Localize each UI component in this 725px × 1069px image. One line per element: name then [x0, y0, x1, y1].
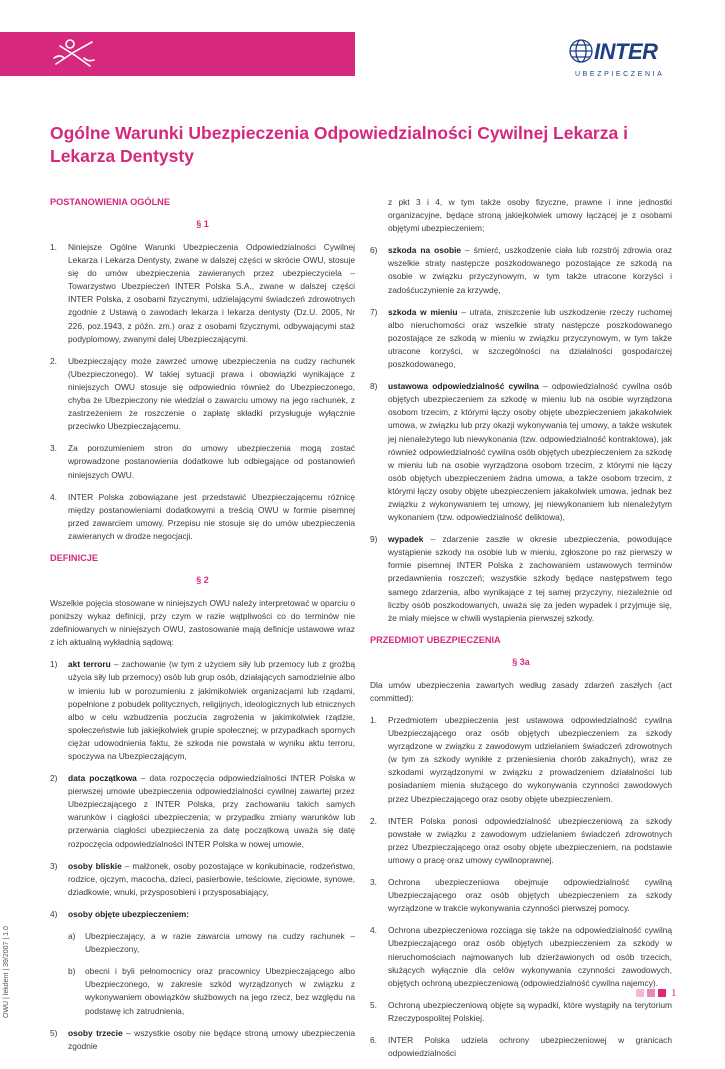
indent-spacer	[370, 196, 388, 235]
item-text	[388, 380, 672, 524]
definition-item	[370, 380, 672, 524]
subitem-letter: b)	[68, 966, 76, 977]
item-number: 5.	[370, 999, 377, 1010]
item-text: z pkt 3 i 4, w tym także osoby fizyczne, prawne i inne jednostki organizacyjne, będące stroną jakiejkolwiek umowy łączącej je z osobami objętymi ubezpieczeniem;	[388, 197, 672, 234]
item-number: 1)	[50, 659, 58, 670]
paragraph-mark-3a: § 3a	[512, 656, 530, 667]
document-code: OWU | lekdent | 39/2007 | 1.0	[3, 926, 10, 1018]
item-text: Za porozumieniem stron do umowy ubezpieczenia mogą zostać wprowadzone postanowienia dodatkowe lub odbiegające od postanowień niniejszych OWU.	[68, 443, 355, 480]
item-text	[388, 244, 672, 296]
item-text: Niniejsze Ogólne Warunki Ubezpieczenia Odpowiedzialności Cywilnej Lekarza i Lekarza Dentysty, zwane w dalszej części w skrócie OWU, stosuje się do umów ubezpieczenia zawieranych przez ubezpieczyciela – Towarzystwo Ubezpieczeń INTER Polska S.A., zwane w dalszej części INTER Polska, z osobami fizycznymi, udzielającymi świadczeń zdrowotnych zgodnie z Ustawą o zawodach lekarza i lekarza dentysty (Dz.U. 2005, Nr 226, poz.1943, z późn. zm.) oraz z osobami fizycznymi, odbywającymi staż podyplomowy, zwanymi dalej Ubezpieczającymi.	[68, 242, 355, 344]
decorative-square-medium	[647, 989, 655, 997]
item-number: 3.	[50, 443, 57, 454]
definition-term: szkoda w mieniu	[388, 306, 458, 317]
list-item	[370, 999, 672, 1025]
definition-item	[370, 306, 672, 371]
item-text	[68, 1027, 355, 1053]
definition-term: osoby objęte ubezpieczeniem:	[68, 908, 189, 919]
list-item	[50, 241, 355, 346]
definition-text: – data rozpoczęcia odpowiedzialności INTER Polska w pierwszej umowie ubezpieczenia odpowiedzialności cywilnej zawartej przez Ubezpieczającego z INTER Polska, przy zachowaniu takich samych warunków i ciągłości ubezpieczenia; w przypadku zmiany warunków lub przerwania ciągłości ubezpieczenia za datę początkową uważa się datę rozpoczęcia odpowiedzialności INTER Polska w nowej umowie,	[68, 773, 355, 849]
item-number: 6.	[370, 1034, 377, 1045]
item-number: 1.	[50, 242, 57, 252]
item-text: INTER Polska ponosi odpowiedzialność ubezpieczeniową za szkody powstałe w związku z zawodowym udzielaniem świadczeń zdrowotnych przez Ubezpieczającego oraz osoby objęte ubezpieczeniem, na podstawie umowy o pracę oraz umowy cywilnoprawnej.	[388, 815, 672, 865]
definition-term: szkoda na osobie	[388, 245, 462, 256]
header-banner	[0, 32, 355, 76]
item-text	[68, 860, 355, 899]
definition-item	[50, 658, 355, 763]
definition-text: – małżonek, osoby pozostające w konkubinacie, rodzeństwo, rodzice, ojczym, macocha, dzieci, pasierbowie, teściowie, zięciowie, synowe, dziadkowie, wnuki, przysposobieni i przysposabiający,	[68, 860, 355, 897]
item-number: 3.	[370, 877, 377, 888]
definition-item	[50, 860, 355, 899]
list-item	[370, 815, 672, 867]
inter-globe-icon	[568, 38, 594, 64]
subitem-text: Ubezpieczający, a w razie zawarcia umowy na cudzy rachunek – Ubezpieczony,	[85, 931, 355, 955]
definition-term: wypadek	[388, 534, 424, 545]
sub-list-item	[68, 965, 355, 1017]
item-number: 4.	[370, 925, 377, 936]
paragraph-mark-1: § 1	[196, 219, 209, 229]
item-text	[388, 533, 672, 625]
definition-term: data początkowa	[68, 773, 137, 784]
list-item	[50, 355, 355, 434]
item-text: Ubezpieczający może zawrzeć umowę ubezpieczenia na cudzy rachunek (Ubezpieczonego). W takiej sytuacji prawa i obowiązki wynikające z niniejszych OWU stosuje się odpowiednio również do Ubezpieczonego, chyba że Ubezpieczony nie wiedział o zawarciu umowy na jego rachunek, z zastrzeżeniem że roszczenie o zapłatę składki przysługuje wyłącznie przeciwko Ubezpieczającemu.	[68, 355, 355, 432]
list-item	[50, 491, 355, 543]
section-heading-general: POSTANOWIENIA OGÓLNE	[50, 197, 170, 207]
list-item	[370, 876, 672, 915]
list-item	[370, 714, 672, 806]
definition-term: akt terroru	[68, 659, 111, 670]
subitem-text: obecni i byli pełnomocnicy oraz pracownicy Ubezpieczającego albo Ubezpieczonego, w zakresie szkód wyrządzonych w związku z wykonywaniem obowiązków służbowych na jego rzecz, bez względu na podstawę ich zatrudnienia,	[85, 966, 355, 1016]
company-logo	[566, 38, 676, 82]
definition-text: – utrata, zniszczenie lub uszkodzenie rzeczy ruchomej albo nieruchomości oraz wszelkie straty następcze poszkodowanego pozostające ze szkodą w mieniu w związku przyczynowym, w tym także utracone korzyści, w szczególności na działalności gospodarczej poszkodowanego,	[388, 306, 672, 370]
document-title: Ogólne Warunki Ubezpieczenia Odpowiedzialności Cywilnej Lekarza i Lekarza Dentysty	[50, 123, 628, 166]
left-column	[50, 196, 355, 1062]
item-text	[68, 772, 355, 851]
item-number: 2)	[50, 773, 58, 784]
item-number: 2.	[50, 355, 57, 366]
item-number: 5)	[50, 1027, 58, 1038]
item-text: Ochroną ubezpieczeniową objęte są wypadki, które wystąpiły na terytorium Rzeczypospolitej Polskiej.	[388, 999, 672, 1023]
item-number: 2.	[370, 815, 377, 826]
subject-intro: Dla umów ubezpieczenia zawartych według zasady zdarzeń zaszłych (act committed):	[370, 679, 672, 703]
item-number: 8)	[370, 381, 378, 392]
item-text: INTER Polska zobowiązane jest przedstawić Ubezpieczającemu różnicę między postanowieniami dodatkowymi a treścią OWU w formie pisemnej przed zawarciem umowy. Przepisu nie stosuje się do umów ubezpieczenia zawieranych w drodze negocjacji.	[68, 491, 355, 541]
item-text	[388, 306, 672, 371]
item-text	[68, 908, 355, 921]
item-text	[68, 658, 355, 763]
item-number: 7)	[370, 306, 378, 317]
dental-instruments-icon	[50, 36, 98, 72]
logo-subtitle: UBEZPIECZENIA	[575, 71, 665, 78]
decorative-square-dark	[658, 989, 666, 997]
right-column	[370, 196, 672, 1069]
definition-item	[370, 533, 672, 625]
definition-text: – zdarzenie zaszłe w okresie ubezpieczenia, powodujące wystąpienie szkody na osobie lub w mieniu, zgłoszone po raz pierwszy w formie pisemnej INTER Polska z zachowaniem ustawowych terminów przedawnienia roszczeń; wszystkie szkody będące następstwem tego samego zdarzenia, albo wynikające z tej samej przyczyny, niezależnie od liczby osób poszkodowanych, uważa się za jeden wypadek i przyjmuje się, że miały miejsce w chwili wystąpienia pierwszej szkody.	[388, 534, 672, 623]
item-text: Ochrona ubezpieczeniowa rozciąga się także na odpowiedzialność cywilną Ubezpieczającego oraz osób objętych ubezpieczeniem za szkody w nieruchomościach najmowanych lub dzierżawionych od osób trzecich, służących wyłącznie dla celów wykonywania czynności zawodowych, objętych ochroną ubezpieczeniową (odpowiedzialność cywilna najemcy).	[388, 925, 672, 988]
definition-term: ustawowa odpowiedzialność cywilna	[388, 381, 539, 392]
item-number: 1.	[370, 715, 377, 725]
item-number: 3)	[50, 860, 58, 871]
definition-term: osoby bliskie	[68, 860, 122, 871]
definition-text: – wszystkie osoby nie będące stroną umowy ubezpieczenia zgodnie	[68, 1027, 355, 1051]
definition-item	[50, 772, 355, 851]
sub-list-item	[68, 930, 355, 956]
decorative-square-light	[636, 989, 644, 997]
definitions-intro: Wszelkie pojęcia stosowane w niniejszych OWU należy interpretować w oparciu o poniższy wykaz definicji, przy czym w razie wątpliwości co do terminów nie zdefiniowanych w niniejszych OWU, zastosowanie mają definicje ustawowe wraz z ich aktualną wykładnią sądową:	[50, 597, 355, 648]
section-heading-subject: PRZEDMIOT UBEZPIECZENIA	[370, 634, 501, 645]
logo-wordmark: INTER	[594, 39, 658, 64]
list-item	[50, 442, 355, 481]
item-number: 4.	[50, 491, 57, 502]
page-number: 1	[671, 987, 677, 999]
item-text: INTER Polska udziela ochrony ubezpieczeniowej w granicach odpowiedzialności	[388, 1034, 672, 1059]
definition-continuation	[370, 196, 672, 235]
item-text: Przedmiotem ubezpieczenia jest ustawowa odpowiedzialność cywilna Ubezpieczającego oraz osób objętych ubezpieczeniem za szkody wyrządzone w związku z zawodowym udzielaniem świadczeń zdrowotnych (w tym za szkody wynikłe z przeniesienia chorób zakaźnych), wraz ze szkodami wyrządzonymi w związku z prowadzeniem działalności lub posiadaniem mienia służącego do wykonywania czynności zawodowych przez Ubezpieczającego oraz osoby objęte ubezpieczeniem.	[388, 715, 672, 804]
definition-item	[50, 1027, 355, 1053]
definition-item	[370, 244, 672, 296]
definition-item	[50, 908, 355, 921]
definition-text: – odpowiedzialność cywilna osób objętych ubezpieczeniem za szkodę w mieniu lub na osobie wyrządzona osobom trzecim, z którymi łączy osoby objęte ubezpieczeniem jakakolwiek umowa, w związku lub przy okazji wykonywania tej umowy, a także wskutek jej nienależytego lub niewykonania (tzw. odpowiedzialność kontraktowa), jak również odpowiedzialność cywilna osób objętych ubezpieczeniem za szkodę w mieniu lub na osobie wyrządzona osobom trzecim, z którymi nie łączy osób objętych ubezpieczeniem żadna umowa, a także osobom trzecim, z którymi łączy osoby objęte ubezpieczeniem jakakolwiek umowa, jednak bez związku z wykonywaniem tej umowy, jej niewykonaniem lub nienależytym wykonaniem (tzw. odpowiedzialność deliktowa),	[388, 381, 673, 523]
item-text: Ochrona ubezpieczeniowa obejmuje odpowiedzialność cywilną Ubezpieczającego oraz osób objętych ubezpieczeniem za szkody wyrządzone w trakcie wykonywania czynności pierwszej pomocy.	[388, 877, 672, 914]
section-heading-definitions: DEFINICJE	[50, 552, 98, 563]
subitem-letter: a)	[68, 931, 76, 942]
paragraph-mark-2: § 2	[196, 574, 209, 585]
item-number: 6)	[370, 245, 378, 256]
item-number: 4)	[50, 908, 58, 919]
definition-text: – zachowanie (w tym z użyciem siły lub przemocy lub z groźbą użycia siły lub przemocy) osób lub grup osób, działających samodzielnie albo w imieniu lub w porozumieniu z jakimikolwiek organizacjami lub rządami, popełnione z pobudek politycznych, religijnych, ideologicznych lub etnicznych albo w celu wzbudzenia poczucia zagrożenia w jakimkolwiek rządzie, społeczeństwie lub jakiejkolwiek grupie społecznej; w przypadkach spornych ciężar udowodnienia faktu, że szkoda nie powstała w wyniku aktu terroru, spoczywa na Ubezpieczającym,	[68, 659, 355, 761]
definition-text: – śmierć, uszkodzenie ciała lub rozstrój zdrowia oraz wszelkie straty następcze poszkodowanego pozostające ze szkodą na osobie w związku przyczynowym, w tym także utracone korzyści i zadośćuczynienie za krzywdę,	[388, 245, 673, 295]
definition-term: osoby trzecie	[68, 1027, 123, 1038]
list-item	[370, 924, 672, 989]
list-item	[370, 1034, 672, 1060]
item-number: 9)	[370, 534, 378, 545]
page-footer	[636, 987, 677, 999]
